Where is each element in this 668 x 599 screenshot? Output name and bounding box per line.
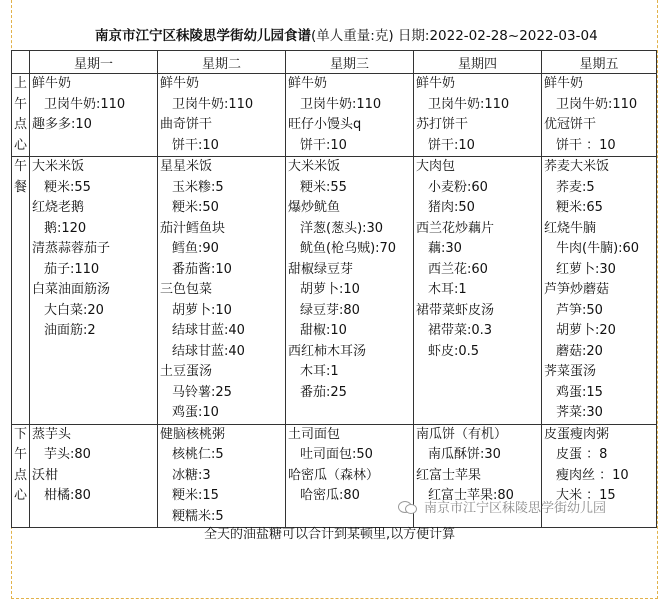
ingredient-line: 藕:30	[428, 241, 462, 256]
meal-label-char: 午	[13, 447, 27, 462]
ingredient-line: 蘑菇:20	[556, 343, 603, 359]
watermark-text: 南京市江宁区秣陵思学街幼儿园	[424, 501, 607, 516]
ingredient-line: 红富士苹果:80	[428, 488, 514, 503]
dish-name: 鲜牛奶	[416, 76, 456, 91]
ingredient-line: 结球甘蓝:40	[172, 323, 245, 338]
header-day: 星期三	[286, 51, 414, 74]
menu-cell	[30, 157, 158, 425]
dish-name: 红富士苹果	[416, 467, 482, 483]
footer-note: 全天的油盐糖可以合计到某顿里,以方便计算	[204, 527, 456, 542]
dish-name: 茄汁鳕鱼块	[160, 220, 226, 236]
wechat-logo-icon	[398, 500, 418, 514]
ingredient-line: 柑橘:80	[44, 488, 91, 503]
meal-label	[12, 74, 30, 157]
dish-name: 大肉包	[416, 159, 456, 174]
meal-row	[12, 157, 657, 425]
ingredient-line: 饼干 ：10	[556, 137, 616, 153]
watermark	[398, 497, 606, 516]
header-corner	[12, 51, 30, 74]
meal-label-char: 午	[13, 159, 27, 174]
ingredient-line: 茄子:110	[44, 261, 100, 277]
dish-name: 鲜牛奶	[160, 76, 200, 91]
ingredient-line: 瘦肉丝 ：10	[556, 467, 629, 483]
ingredient-line: 荞麦:5	[556, 179, 595, 195]
dish-name: 趣多多:10	[32, 117, 92, 132]
ingredient-line: 胡萝卜:10	[300, 282, 360, 297]
ingredient-line: 饼干:10	[300, 137, 347, 153]
ingredient-line: 皮蛋 ：8	[556, 447, 608, 462]
menu-body	[12, 74, 657, 528]
ingredient-line: 鳕鱼:90	[172, 241, 219, 256]
ingredient-line: 粳米:50	[172, 200, 219, 215]
title-name: 南京市江宁区秣陵思学街幼儿园食谱	[95, 28, 311, 44]
menu-cell	[286, 157, 414, 425]
ingredient-line: 饼干:10	[428, 137, 475, 153]
ingredient-line: 卫岗牛奶:110	[428, 96, 510, 112]
meal-row	[12, 74, 657, 157]
ingredient-line: 马铃薯:25	[172, 384, 232, 400]
dish-name: 哈密瓜（森林）	[288, 467, 380, 483]
dish-name: 西兰花炒藕片	[416, 220, 495, 236]
ingredient-line: 粳米:65	[556, 200, 603, 215]
menu-cell	[542, 74, 657, 157]
ingredient-line: 鹅:120	[44, 220, 87, 236]
dish-name: 荠菜蛋汤	[544, 364, 597, 379]
dish-name: 鲜牛奶	[288, 76, 328, 91]
ingredient-line: 番茄:25	[300, 384, 347, 400]
dish-name: 红烧牛腩	[544, 220, 597, 236]
menu-title	[95, 24, 598, 44]
ingredient-line: 西兰花:60	[428, 261, 488, 277]
dish-name: 大米米饭	[288, 159, 341, 174]
ingredient-line: 鸡蛋:10	[172, 405, 219, 420]
meal-label-char: 下	[13, 426, 27, 442]
ingredient-line: 粳米:15	[172, 488, 219, 503]
dish-name: 土豆蛋汤	[160, 364, 213, 379]
ingredient-line: 红萝卜:30	[556, 261, 616, 277]
dish-name: 优冠饼干	[544, 117, 597, 132]
ingredient-line: 油面筋:2	[44, 323, 96, 338]
ingredient-line: 粳米:55	[300, 179, 347, 195]
ingredient-line: 结球甘蓝:40	[172, 343, 245, 359]
ingredient-line: 吐司面包:50	[300, 447, 373, 462]
title-unit: (单人重量:克)	[311, 28, 394, 44]
dish-name: 大米米饭	[32, 159, 85, 174]
menu-cell	[286, 74, 414, 157]
ingredient-line: 荠菜:30	[556, 405, 603, 420]
ingredient-line: 大米 ：15	[556, 488, 616, 503]
dish-name: 荞麦大米饭	[544, 159, 610, 174]
meal-label-char: 心	[13, 137, 27, 153]
ingredient-line: 鱿鱼(枪乌贼):70	[300, 241, 397, 256]
dish-name: 甜椒绿豆芽	[288, 261, 354, 277]
ingredient-line: 卫岗牛奶:110	[300, 96, 382, 112]
menu-cell	[158, 424, 286, 528]
meal-label-char: 午	[13, 96, 27, 112]
dish-name: 白菜油面筋汤	[32, 282, 111, 297]
dish-name: 鲜牛奶	[544, 76, 584, 91]
ingredient-line: 玉米糁:5	[172, 179, 224, 195]
ingredient-line: 饼干:10	[172, 137, 219, 153]
ingredient-line: 卫岗牛奶:110	[44, 96, 126, 112]
dish-name: 红烧老鹅	[32, 200, 85, 215]
ingredient-line: 大白菜:20	[44, 302, 104, 318]
menu-table	[11, 50, 657, 528]
meal-label-char: 点	[13, 117, 27, 132]
menu-cell	[158, 74, 286, 157]
header-day: 星期四	[414, 51, 542, 74]
ingredient-line: 小麦粉:60	[428, 179, 488, 195]
ingredient-line: 虾皮:0.5	[428, 343, 480, 359]
menu-cell	[158, 157, 286, 425]
dish-name: 三色包菜	[160, 282, 213, 297]
ingredient-line: 粳米:55	[44, 179, 91, 195]
menu-cell	[414, 74, 542, 157]
ingredient-line: 木耳:1	[300, 364, 339, 379]
menu-cell	[30, 424, 158, 528]
ingredient-line: 洋葱(葱头):30	[300, 220, 384, 236]
dish-name: 鲜牛奶	[32, 76, 72, 91]
header-day: 星期五	[542, 51, 657, 74]
header-day: 星期一	[30, 51, 158, 74]
meal-label-char: 心	[13, 488, 27, 503]
dish-name: 星星米饭	[160, 159, 213, 174]
dish-name: 裙带菜虾皮汤	[416, 302, 495, 318]
header-row	[12, 51, 657, 74]
ingredient-line: 卫岗牛奶:110	[172, 96, 254, 112]
dish-name: 沃柑	[32, 467, 59, 483]
dish-name: 爆炒鱿鱼	[288, 200, 341, 215]
ingredient-line: 卫岗牛奶:110	[556, 96, 638, 112]
meal-label	[12, 157, 30, 425]
ingredient-line: 绿豆芽:80	[300, 302, 360, 318]
dish-name: 芦笋炒蘑菇	[544, 282, 610, 297]
dish-name: 西红柿木耳汤	[288, 343, 367, 359]
meal-label-char: 餐	[13, 179, 27, 195]
ingredient-line: 猪肉:50	[428, 200, 475, 215]
dish-name: 土司面包	[288, 426, 341, 442]
ingredient-line: 冰糖:3	[172, 467, 211, 483]
ingredient-line: 芋头:80	[44, 447, 91, 462]
ingredient-line: 南瓜酥饼:30	[428, 447, 501, 462]
dish-name: 旺仔小馒头q	[288, 117, 362, 132]
dish-name: 蒸芋头	[32, 426, 72, 442]
dish-name: 苏打饼干	[416, 117, 469, 132]
dish-name: 皮蛋瘦肉粥	[544, 426, 610, 442]
ingredient-line: 哈密瓜:80	[300, 488, 360, 503]
menu-cell	[414, 157, 542, 425]
ingredient-line: 粳糯米:5	[172, 508, 224, 524]
ingredient-line: 芦笋:50	[556, 302, 603, 318]
ingredient-line: 胡萝卜:10	[172, 302, 232, 318]
ingredient-line: 裙带菜:0.3	[428, 323, 493, 338]
ingredient-line: 胡萝卜:20	[556, 323, 616, 338]
dish-name: 南瓜饼（有机）	[416, 426, 508, 442]
ingredient-line: 牛肉(牛腩):60	[556, 241, 640, 256]
meal-label-char: 上	[13, 76, 27, 91]
meal-label-char: 点	[13, 467, 27, 483]
ingredient-line: 鸡蛋:15	[556, 384, 603, 400]
meal-label	[12, 424, 30, 528]
menu-cell	[30, 74, 158, 157]
ingredient-line: 番茄酱:10	[172, 261, 232, 277]
menu-cell	[286, 424, 414, 528]
ingredient-line: 核桃仁:5	[172, 447, 224, 462]
dish-name: 曲奇饼干	[160, 117, 213, 132]
ingredient-line: 木耳:1	[428, 282, 467, 297]
dish-name: 健脑核桃粥	[160, 426, 226, 442]
menu-cell	[542, 157, 657, 425]
ingredient-line: 甜椒:10	[300, 323, 347, 338]
header-day: 星期二	[158, 51, 286, 74]
title-date: 日期:2022-02-28~2022-03-04	[397, 28, 598, 44]
dish-name: 清蒸蒜蓉茄子	[32, 241, 111, 256]
